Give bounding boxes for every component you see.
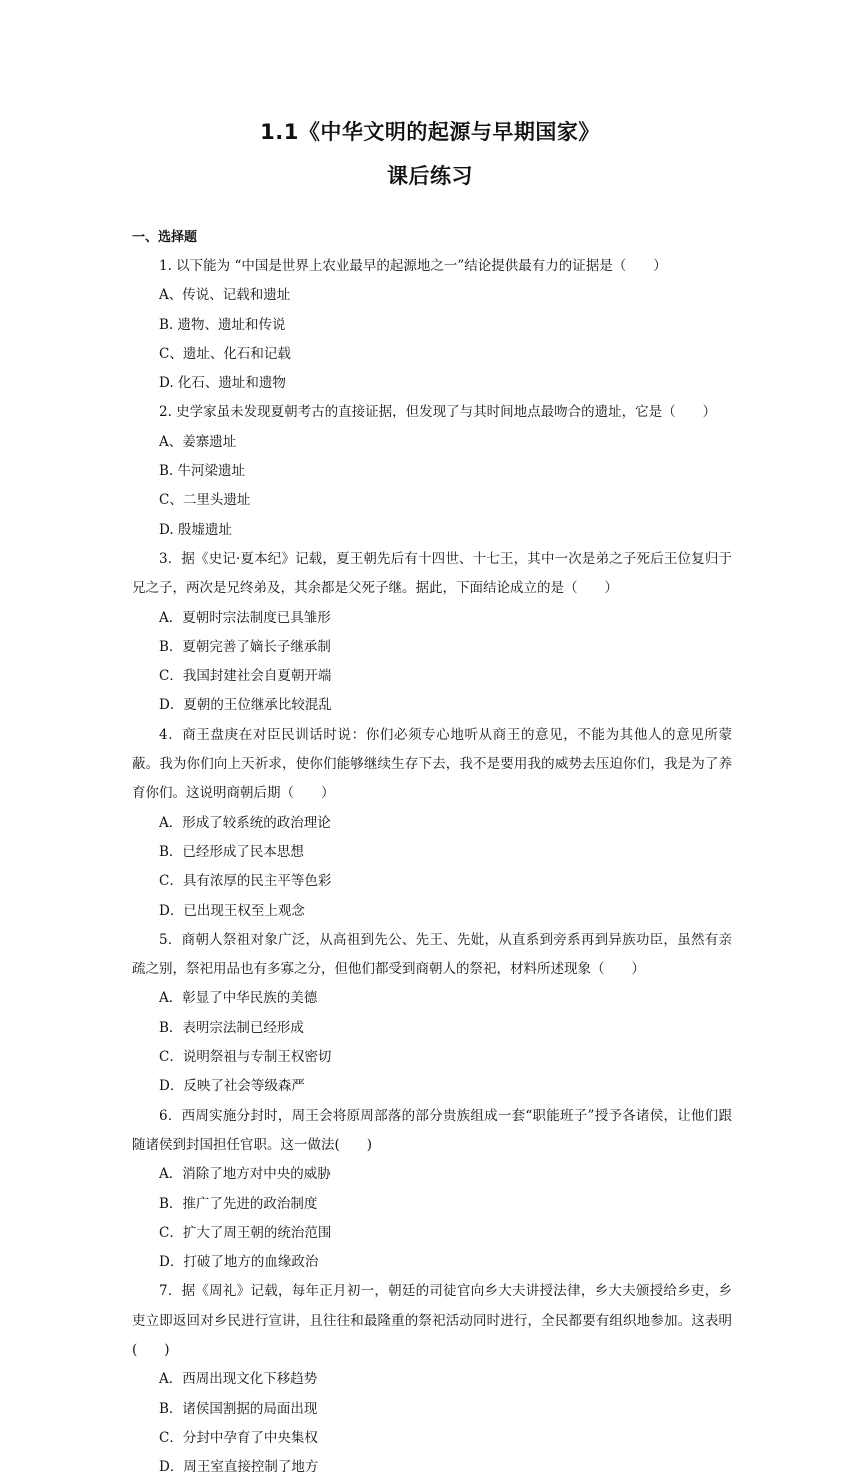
- option-c: C．我国封建社会自夏朝开端: [159, 668, 332, 685]
- option-c: C、二里头遗址: [159, 492, 251, 509]
- question-stem: 2. 史学家虽未发现夏朝考古的直接证据，但发现了与其时间地点最吻合的遗址，它是（ ）: [159, 404, 717, 421]
- option-list: [132, 604, 732, 721]
- question-stem: 7．据《周礼》记载，每年正月初一，朝廷的司徒官向乡大夫讲授法律，乡大夫颁授给乡吏，乡吏立即返回对乡民进行宣讲，且往往和最隆重的祭祀活动同时进行，全民都要有组织地参加。这表明( ): [132, 1283, 732, 1358]
- question-stem: 3．据《史记·夏本纪》记载，夏王朝先后有十四世、十七王，其中一次是弟之子死后王位复归于兄之子，两次是兄终弟及，其余都是父死子继。据此，下面结论成立的是（ ）: [132, 550, 732, 597]
- option-a: A．形成了较系统的政治理论: [159, 814, 331, 831]
- option-b: B．已经形成了民本思想: [159, 843, 304, 860]
- option-a: A、姜寨遗址: [159, 433, 237, 450]
- option-d: D．周王室直接控制了地方: [159, 1459, 319, 1476]
- question-6: [132, 1102, 732, 1278]
- option-d: D. 化石、遗址和遗物: [159, 375, 286, 392]
- option-c: C．分封中孕育了中央集权: [159, 1429, 318, 1446]
- option-b: B．夏朝完善了嫡长子继承制: [159, 638, 331, 655]
- option-list: [132, 1365, 732, 1482]
- option-d: D．反映了社会等级森严: [159, 1078, 305, 1095]
- option-b: B．表明宗法制已经形成: [159, 1019, 304, 1036]
- question-stem: 1. 以下能为 “中国是世界上农业最早的起源地之一”结论提供最有力的证据是（ ）: [159, 258, 667, 274]
- option-a: A．夏朝时宗法制度已具雏形: [159, 609, 331, 626]
- option-list: [132, 428, 732, 545]
- question-5: [132, 926, 732, 1102]
- question-list: [132, 252, 732, 1482]
- option-d: D．打破了地方的血缘政治: [159, 1254, 319, 1271]
- option-c: C．扩大了周王朝的统治范围: [159, 1224, 332, 1241]
- option-b: B. 牛河梁遗址: [159, 463, 246, 480]
- question-3: [132, 545, 732, 721]
- question-2: [132, 398, 732, 544]
- option-list: [132, 281, 732, 398]
- option-list: [132, 809, 732, 926]
- option-list: [132, 984, 732, 1101]
- option-c: C．说明祭祖与专制王权密切: [159, 1049, 332, 1066]
- option-a: A、传说、记载和遗址: [159, 287, 291, 304]
- question-stem: 6．西周实施分封时，周王会将原周部落的部分贵族组成一套“职能班子”授予各诸侯，让他们跟随诸侯到封国担任官职。这一做法( ): [132, 1107, 732, 1153]
- option-d: D. 殷墟遗址: [159, 521, 232, 538]
- option-b: B．诸侯国割据的局面出现: [159, 1400, 318, 1417]
- option-d: D．夏朝的王位继承比较混乱: [159, 697, 332, 714]
- question-1: [132, 252, 732, 398]
- option-b: B．推广了先进的政治制度: [159, 1195, 318, 1212]
- question-stem: 4．商王盘庚在对臣民训话时说：你们必须专心地听从商王的意见，不能为其他人的意见所蒙蔽。我为你们向上天祈求，使你们能够继续生存下去，我不是要用我的威势去压迫你们，我是为了养育你们。这说明商朝后期（ ）: [132, 726, 732, 802]
- option-d: D．已出现王权至上观念: [159, 902, 305, 919]
- option-a: A．西周出现文化下移趋势: [159, 1371, 318, 1388]
- section-heading: 一、选择题: [132, 230, 198, 245]
- question-4: [132, 721, 732, 926]
- option-a: A．消除了地方对中央的威胁: [159, 1166, 331, 1183]
- option-list: [132, 1160, 732, 1277]
- question-7: [132, 1277, 732, 1482]
- page-title: 1.1《中华文明的起源与早期国家》: [260, 120, 600, 144]
- question-stem: 5．商朝人祭祖对象广泛，从高祖到先公、先王、先妣，从直系到旁系再到异族功臣，虽然有亲疏之别，祭祀用品也有多寡之分，但他们都受到商朝人的祭祀，材料所述现象（ ）: [132, 931, 732, 978]
- option-a: A．彰显了中华民族的美德: [159, 990, 318, 1007]
- page-subtitle: 课后练习: [387, 164, 473, 188]
- option-c: C、遗址、化石和记载: [159, 345, 291, 362]
- option-c: C．具有浓厚的民主平等色彩: [159, 873, 332, 890]
- option-b: B. 遗物、遗址和传说: [159, 316, 286, 333]
